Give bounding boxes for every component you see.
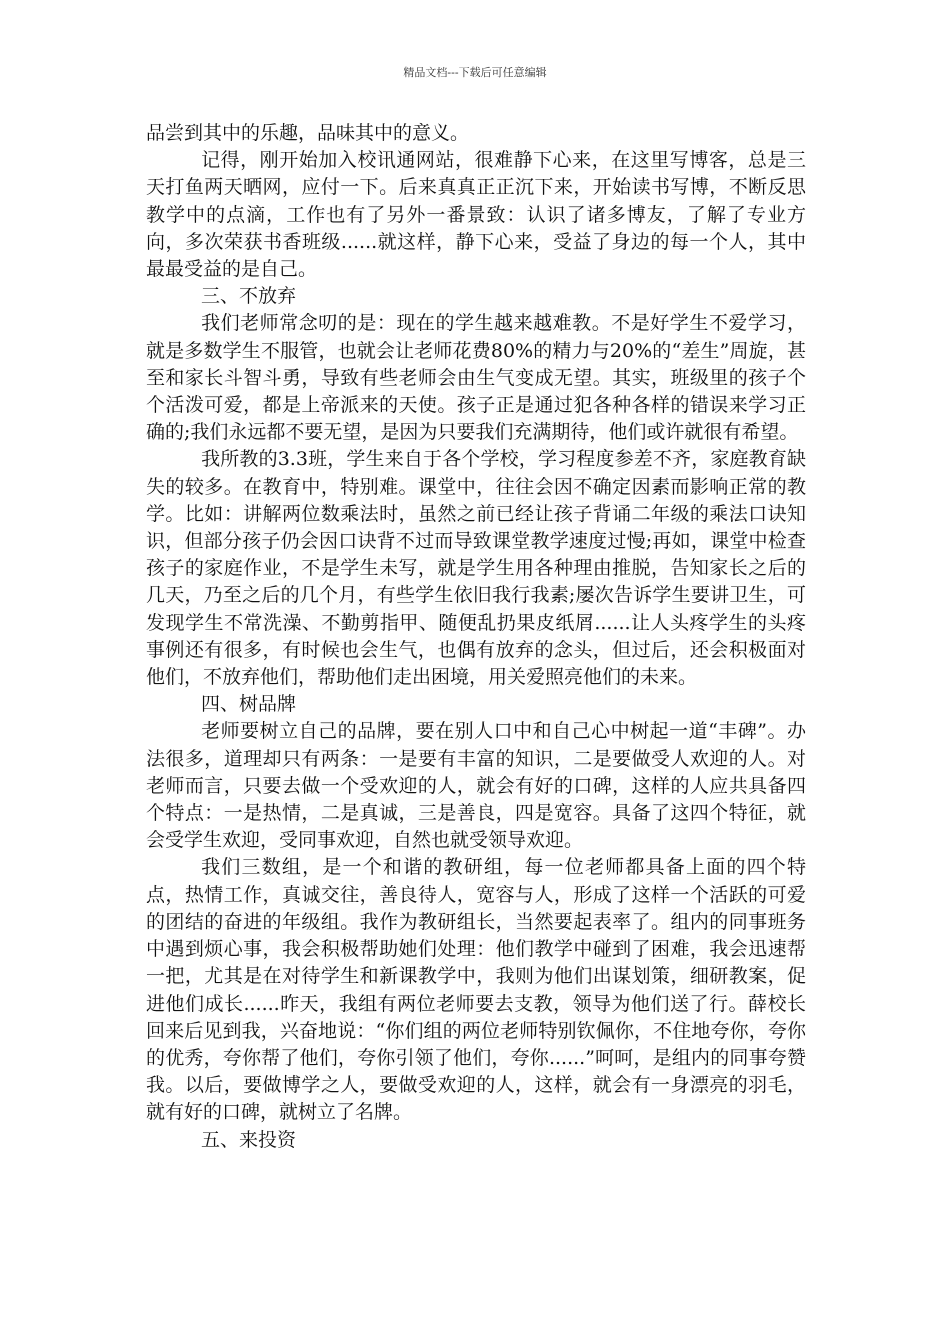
paragraph-blogging: 记得，刚开始加入校讯通网站，很难静下心来，在这里写博客，总是三天打鱼两天晒网，应付一下。后来真真正正沉下来，开始读书写博，不断反思教学中的点滴，工作也有了另外一番景致：认识了诸多博友，了解了专业方向，多次荣获书香班级......就这样，静下心来，受益了身边的每一个人，其中最最受益的是自己。: [146, 149, 806, 281]
paragraph-math-group: 我们三数组，是一个和谐的教研组，每一位老师都具备上面的四个特点，热情工作，真诚交往，善良待人，宽容与人，形成了这样一个活跃的可爱的团结的奋进的年级组。我作为教研组长，当然要起表率了。组内的同事班务中遇到烦心事，我会积极帮助她们处理：他们教学中碰到了困难，我会迅速帮一把，尤其是在对待学生和新课教学中，我则为他们出谋划策，细研教案，促进他们成长......昨天，我组有两位老师要去支教，领导为他们送了行。薛校长回来后见到我，兴奋地说：“你们组的两位老师特别钦佩你，不住地夸你，夸你的优秀，夸你帮了他们，夸你引领了他们，夸你......”呵呵，是组内的同事夸赞我。以后，要做博学之人，要做受欢迎的人，这样，就会有一身漂亮的羽毛，就有好的口碑，就树立了名牌。: [146, 856, 806, 1124]
paragraph-brand: 老师要树立自己的品牌，要在别人口中和自己心中树起一道“丰碑”。办法很多，道理却只有两条：一是要有丰富的知识，二是要做受人欢迎的人。对老师而言，只要去做一个受欢迎的人，就会有好的口碑，这样的人应共具备四个特点：一是热情，二是真诚，三是善良，四是宽容。具备了这四个特征，就会受学生欢迎，受同事欢迎，自然也就受领导欢迎。: [146, 720, 806, 852]
page-header: 精品文档---下载后可任意编辑: [403, 66, 547, 79]
paragraph-class-3-3: 我所教的3.3班，学生来自于各个学校，学习程度参差不齐，家庭教育缺失的较多。在教育中，特别难。课堂中，往往会因不确定因素而影响正常的教学。比如：讲解两位数乘法时，虽然之前已经让孩子背诵二年级的乘法口诀知识，但部分孩子仍会因口诀背不过而导致课堂教学速度过慢;再如，课堂中检查孩子的家庭作业，不是学生未写，就是学生用各种理由推脱，告知家长之后的几天，乃至之后的几个月，有些学生依旧我行我素;屡次告诉学生要讲卫生，可发现学生不常洗澡、不勤剪指甲、随便乱扔果皮纸屑......让人头疼学生的头疼事例还有很多，有时候也会生气，也偶有放弃的念头，但过后，还会积极面对他们，不放弃他们，帮助他们走出困境，用关爱照亮他们的未来。: [146, 448, 806, 689]
section-heading-3: 三、不放弃: [201, 285, 297, 308]
section-heading-4: 四、树品牌: [201, 693, 297, 716]
section-heading-5: 五、来投资: [201, 1128, 297, 1151]
document-body: [146, 120, 806, 1154]
paragraph-never-give-up: 我们老师常念叨的是：现在的学生越来越难教。不是好学生不爱学习，就是多数学生不服管，也就会让老师花费80%的精力与20%的“差生”周旋，甚至和家长斗智斗勇，导致有些老师会由生气变成无望。其实，班级里的孩子个个活泼可爱，都是上帝派来的天使。孩子正是通过犯各种各样的错误来学习正确的;我们永远都不要无望，是因为只要我们充满期待，他们或许就很有希望。: [146, 312, 806, 444]
paragraph-intro-tail: 品尝到其中的乐趣，品味其中的意义。: [146, 122, 470, 144]
